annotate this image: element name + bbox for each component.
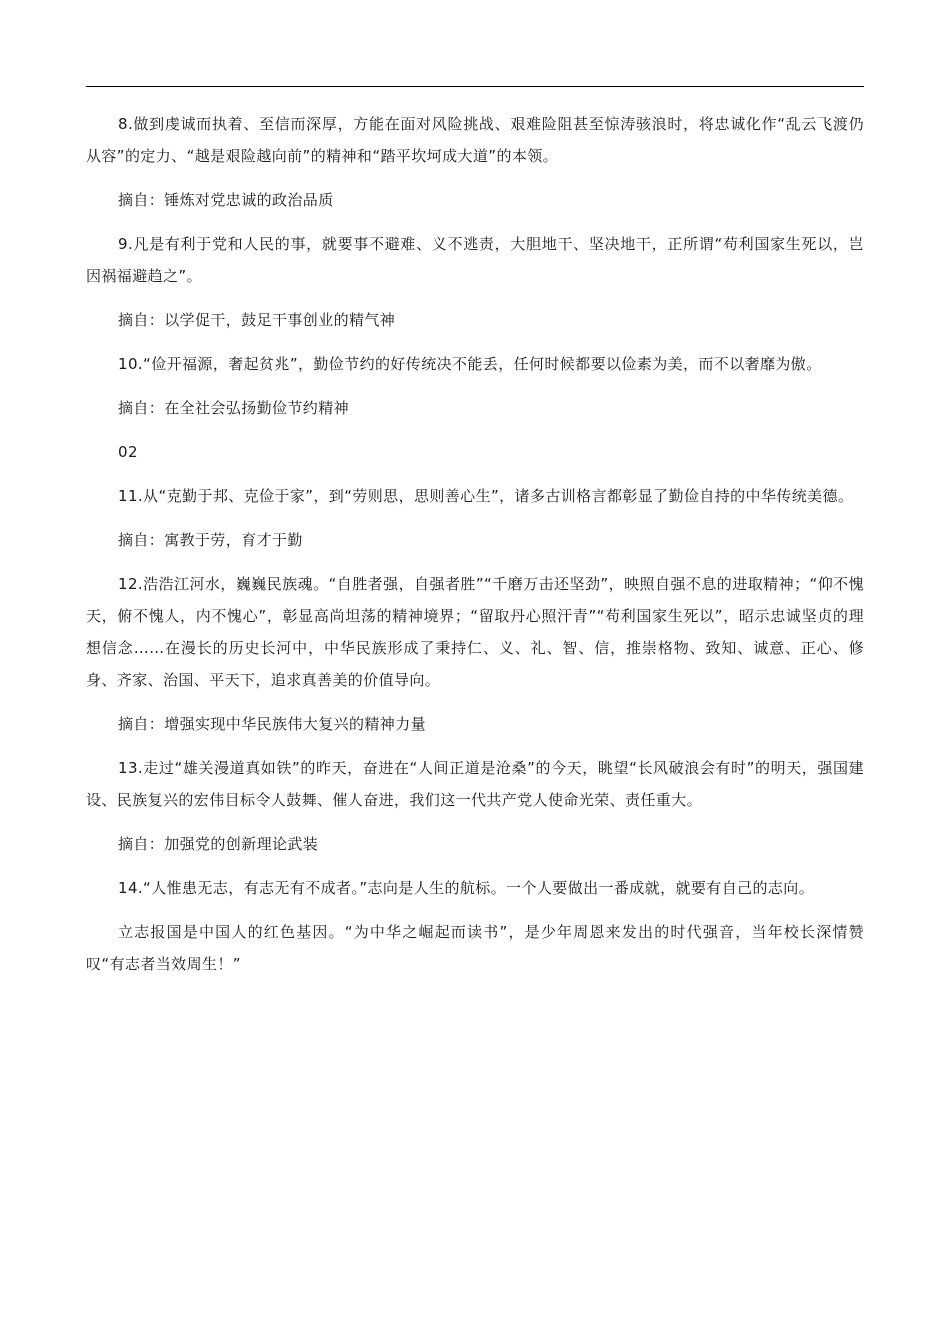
source-10: 摘自：在全社会弘扬勤俭节约精神 bbox=[118, 399, 350, 417]
document-body bbox=[86, 108, 864, 980]
source-9: 摘自：以学促干，鼓足干事创业的精气神 bbox=[118, 311, 396, 329]
quote-14: 14.“人惟患无志，有志无有不成者。”志向是人生的航标。一个人要做出一番成就，就要有自己的志向。 bbox=[118, 879, 815, 897]
source-13: 摘自：加强党的创新理论武装 bbox=[118, 835, 319, 853]
quote-8: 8.做到虔诚而执着、至信而深厚，方能在面对风险挑战、艰难险阻甚至惊涛骇浪时，将忠诚化作“乱云飞渡仍从容”的定力、“越是艰险越向前”的精神和“踏平坎坷成大道”的本领。 bbox=[86, 115, 864, 165]
source-11: 摘自：寓教于劳，育才于勤 bbox=[118, 531, 303, 549]
source-12: 摘自：增强实现中华民族伟大复兴的精神力量 bbox=[118, 715, 427, 733]
quote-10: 10.“俭开福源，奢起贫兆”，勤俭节约的好传统决不能丢，任何时候都要以俭素为美，而不以奢靡为傲。 bbox=[118, 355, 822, 373]
quote-11: 11.从“克勤于邦、克俭于家”，到“劳则思，思则善心生”，诸多古训格言都彰显了勤俭自持的中华传统美德。 bbox=[118, 487, 854, 505]
header-rule bbox=[86, 86, 864, 87]
section-number: 02 bbox=[118, 443, 138, 461]
source-8: 摘自：锤炼对党忠诚的政治品质 bbox=[118, 191, 334, 209]
closing-paragraph: 立志报国是中国人的红色基因。“为中华之崛起而读书”，是少年周恩来发出的时代强音，当年校长深情赞叹“有志者当效周生！” bbox=[86, 923, 864, 973]
quote-13: 13.走过“雄关漫道真如铁”的昨天，奋进在“人间正道是沧桑”的今天，眺望“长风破浪会有时”的明天，强国建设、民族复兴的宏伟目标令人鼓舞、催人奋进，我们这一代共产党人使命光荣、责任重大。 bbox=[86, 759, 864, 809]
quote-12: 12.浩浩江河水，巍巍民族魂。“自胜者强，自强者胜”“千磨万击还坚劲”，映照自强不息的进取精神；“仰不愧天，俯不愧人，内不愧心”，彰显高尚坦荡的精神境界；“留取丹心照汗青”“苟利国家生死以”，昭示忠诚坚贞的理想信念……在漫长的历史长河中，中华民族形成了秉持仁、义、礼、智、信，推崇格物、致知、诚意、正心、修身、齐家、治国、平天下，追求真善美的价值导向。 bbox=[86, 575, 864, 689]
quote-9: 9.凡是有利于党和人民的事，就要事不避难、义不逃责，大胆地干、坚决地干，正所谓“苟利国家生死以，岂因祸福避趋之”。 bbox=[86, 235, 864, 285]
